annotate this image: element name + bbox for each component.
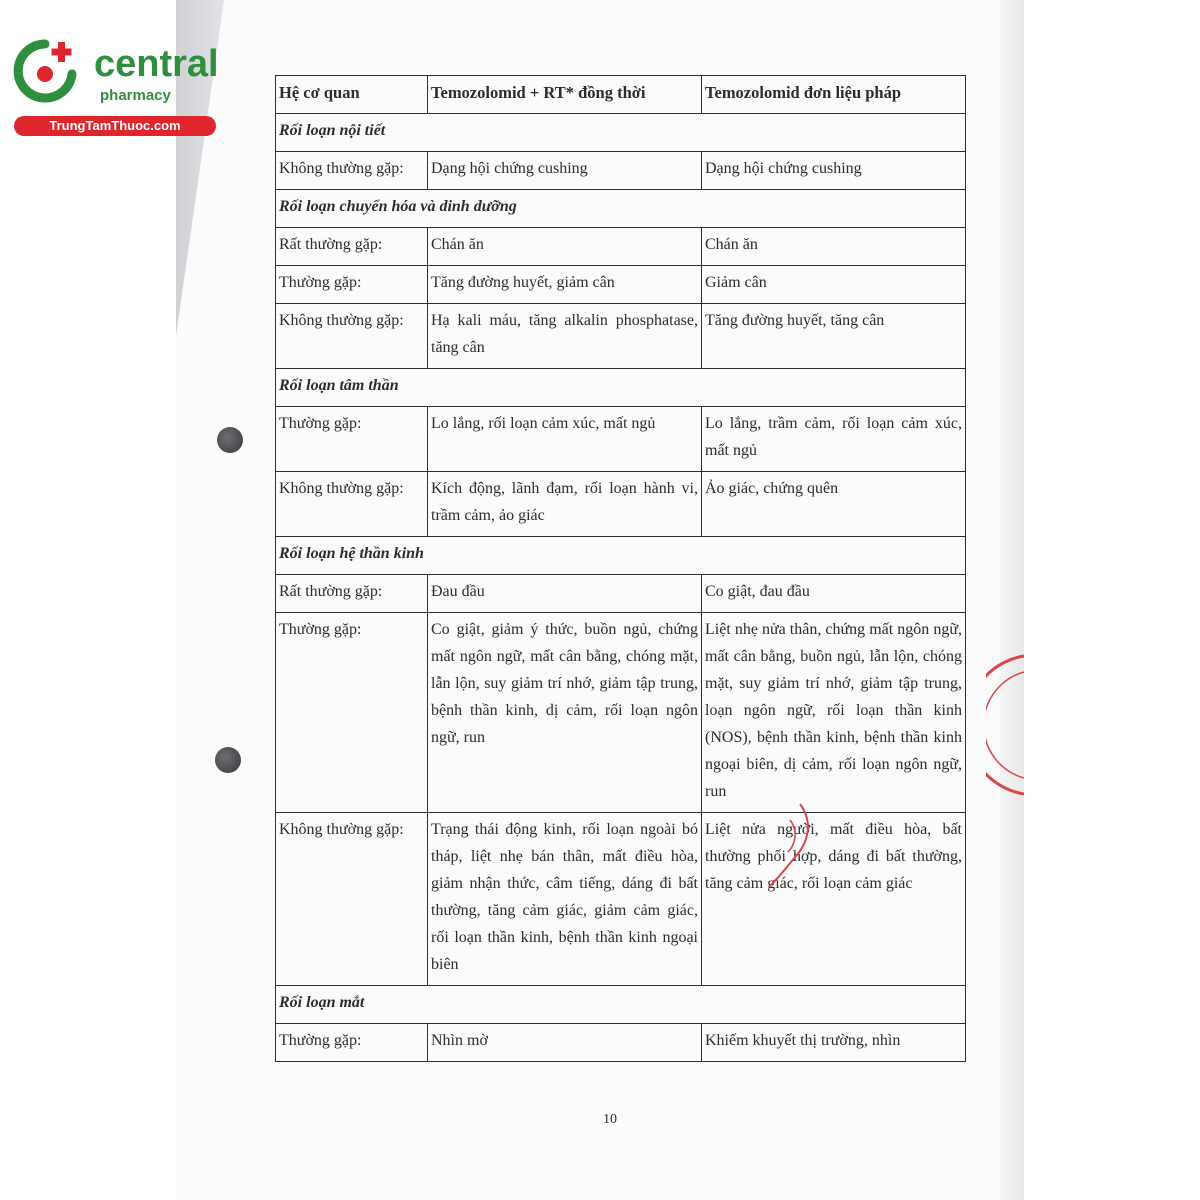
monotherapy-cell: Dạng hội chứng cushing xyxy=(702,152,966,190)
table-row xyxy=(276,613,966,813)
monotherapy-cell: Ảo giác, chứng quên xyxy=(702,472,966,537)
section-row xyxy=(276,537,966,575)
background-left xyxy=(0,0,176,1200)
combined-cell: Co giật, giảm ý thức, buồn ngủ, chứng mất ngôn ngữ, mất cân bằng, chóng mặt, lẫn lộn, suy giảm trí nhớ, giảm tập trung, bệnh thần kinh, dị cảm, rối loạn ngôn ngữ, run xyxy=(428,613,702,813)
combined-cell: Hạ kali máu, tăng alkalin phosphatase, tăng cân xyxy=(428,304,702,369)
punch-hole-icon xyxy=(217,427,243,453)
frequency-cell: Thường gặp: xyxy=(276,1024,428,1062)
section-row xyxy=(276,986,966,1024)
central-logo-icon xyxy=(12,38,78,104)
adverse-effects-table xyxy=(275,75,966,1062)
frequency-cell: Rất thường gặp: xyxy=(276,228,428,266)
combined-cell: Kích động, lãnh đạm, rối loạn hành vi, trầm cảm, ảo giác xyxy=(428,472,702,537)
table-header-row xyxy=(276,76,966,114)
table-row xyxy=(276,228,966,266)
monotherapy-cell: Liệt nửa người, mất điều hòa, bất thường phối hợp, dáng đi bất thường, tăng cảm giác, rối loạn cảm giác xyxy=(702,813,966,986)
monotherapy-cell: Lo lắng, trầm cảm, rối loạn cảm xúc, mất ngủ xyxy=(702,407,966,472)
signature-icon xyxy=(760,800,820,890)
page-number: 10 xyxy=(603,1112,617,1127)
company-stamp-icon xyxy=(986,650,1026,800)
table-row xyxy=(276,266,966,304)
page-edge xyxy=(1000,0,1024,1200)
frequency-cell: Không thường gặp: xyxy=(276,304,428,369)
combined-cell: Trạng thái động kinh, rối loạn ngoài bó tháp, liệt nhẹ bán thân, mất điều hòa, giảm nhận thức, câm tiếng, dáng đi bất thường, tăng cảm giác, giảm cảm giác, rối loạn thần kinh, bệnh thần kinh ngoại biên xyxy=(428,813,702,986)
section-title: Rối loạn hệ thần kinh xyxy=(276,537,966,575)
section-row xyxy=(276,114,966,152)
monotherapy-cell: Chán ăn xyxy=(702,228,966,266)
brand-subtitle: pharmacy xyxy=(100,87,171,104)
table-row xyxy=(276,472,966,537)
section-row xyxy=(276,190,966,228)
frequency-cell: Rất thường gặp: xyxy=(276,575,428,613)
punch-hole-icon xyxy=(215,747,241,773)
table-row xyxy=(276,575,966,613)
monotherapy-cell: Giảm cân xyxy=(702,266,966,304)
frequency-cell: Không thường gặp: xyxy=(276,472,428,537)
table-row xyxy=(276,152,966,190)
table-row xyxy=(276,1024,966,1062)
section-title: Rối loạn chuyển hóa và dinh dưỡng xyxy=(276,190,966,228)
combined-cell: Chán ăn xyxy=(428,228,702,266)
combined-cell: Lo lắng, rối loạn cảm xúc, mất ngủ xyxy=(428,407,702,472)
background-right xyxy=(1024,0,1200,1200)
table-row xyxy=(276,304,966,369)
frequency-cell: Không thường gặp: xyxy=(276,152,428,190)
combined-cell: Tăng đường huyết, giảm cân xyxy=(428,266,702,304)
frequency-cell: Thường gặp: xyxy=(276,407,428,472)
frequency-cell: Thường gặp: xyxy=(276,266,428,304)
brand-site: TrungTamThuoc.com xyxy=(14,116,216,136)
combined-cell: Dạng hội chứng cushing xyxy=(428,152,702,190)
section-row xyxy=(276,369,966,407)
monotherapy-cell: Liệt nhẹ nửa thân, chứng mất ngôn ngữ, mất cân bằng, buồn ngủ, lẫn lộn, chóng mặt, suy giảm trí nhớ, giảm tập trung, loạn ngôn ngữ, rối loạn thần kinh (NOS), bệnh thần kinh, bệnh thần kinh ngoại biên, dị cảm, rối loạn ngôn ngữ, run xyxy=(702,613,966,813)
section-title: Rối loạn nội tiết xyxy=(276,114,966,152)
table-row xyxy=(276,813,966,986)
brand-logo[interactable] xyxy=(8,36,218,136)
section-title: Rối loạn mắt xyxy=(276,986,966,1024)
monotherapy-cell: Tăng đường huyết, tăng cân xyxy=(702,304,966,369)
header-monotherapy: Temozolomid đơn liệu pháp xyxy=(702,76,966,114)
combined-cell: Đau đầu xyxy=(428,575,702,613)
table-row xyxy=(276,407,966,472)
frequency-cell: Không thường gặp: xyxy=(276,813,428,986)
section-title: Rối loạn tâm thần xyxy=(276,369,966,407)
brand-name: central xyxy=(94,43,219,85)
monotherapy-cell: Khiếm khuyết thị trường, nhìn xyxy=(702,1024,966,1062)
header-combined: Temozolomid + RT* đồng thời xyxy=(428,76,702,114)
combined-cell: Nhìn mờ xyxy=(428,1024,702,1062)
frequency-cell: Thường gặp: xyxy=(276,613,428,813)
monotherapy-cell: Co giật, đau đầu xyxy=(702,575,966,613)
header-system: Hệ cơ quan xyxy=(276,76,428,114)
